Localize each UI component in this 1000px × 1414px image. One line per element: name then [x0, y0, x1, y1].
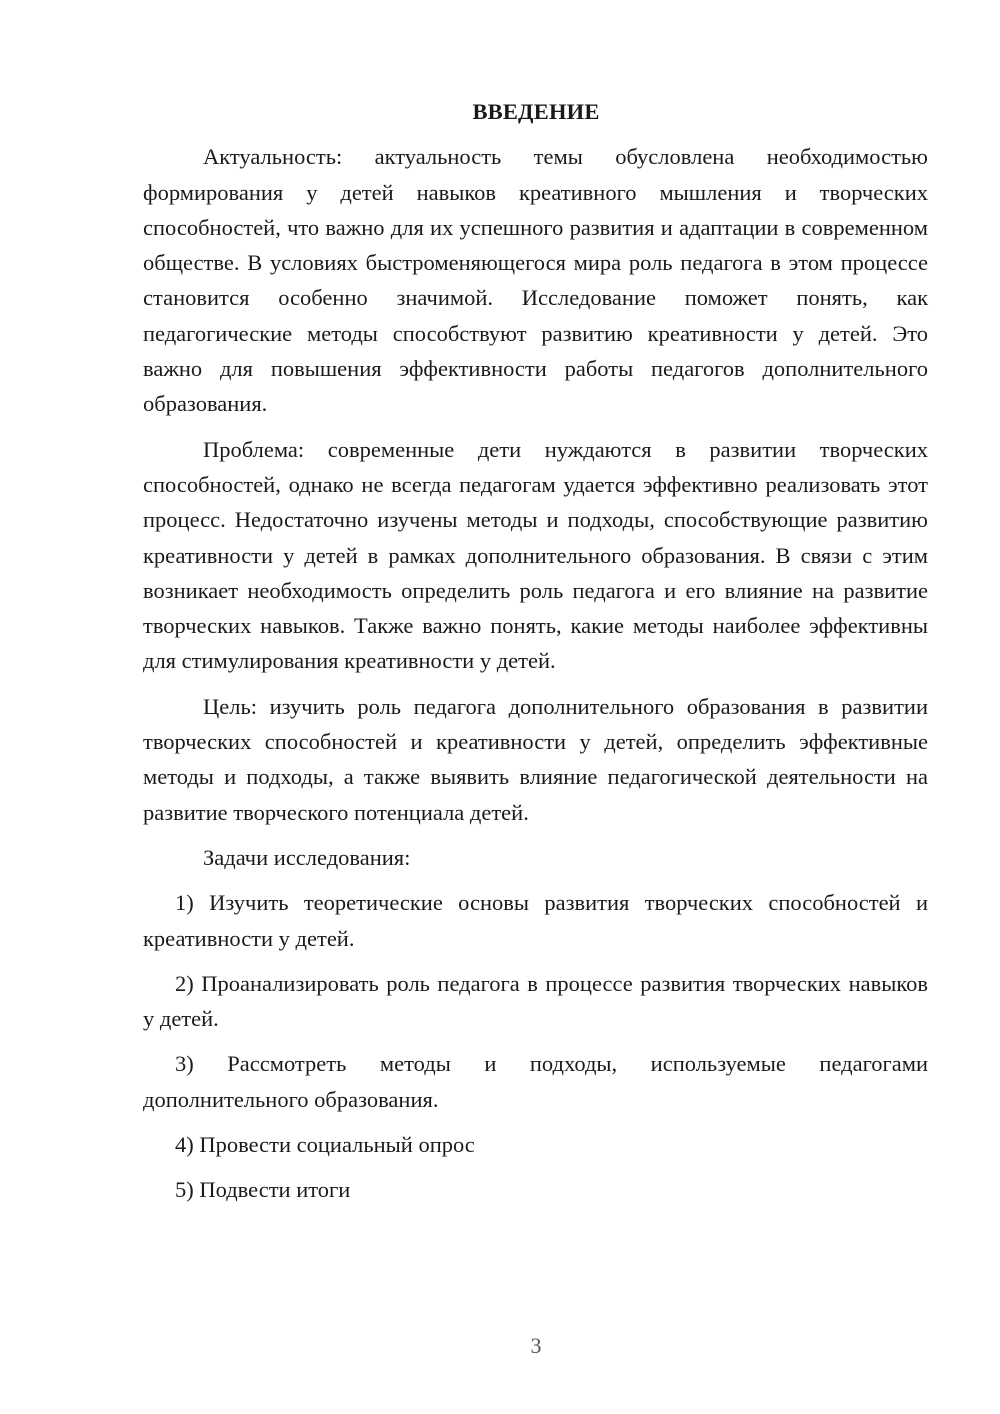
task-item-4: 4) Провести социальный опрос [175, 1132, 475, 1158]
paragraph-tasks-heading: Задачи исследования: [203, 844, 411, 870]
task-item-2: 2) Проанализировать роль педагога в процессе развития творческих навыков у детей. [143, 970, 928, 1032]
page-number: 3 [530, 1333, 542, 1358]
section-title: ВВЕДЕНИЕ [472, 99, 600, 124]
task-item-1: 1) Изучить теоретические основы развития творческих способностей и креативности у детей. [143, 890, 928, 951]
paragraph-problem: Проблема: современные дети нуждаются в развитии творческих способностей, однако не всегда педагогам удается эффективно реализовать этот процесс. Недостаточно изучены методы и подходы, способствующие развитию креативности у детей в рамках дополнительного образования. В связи с этим возникает необходимость определить роль педагога и его влияние на развитие творческих навыков. Также важно понять, какие методы наиболее эффективны для стимулирования креативности у детей. [143, 436, 928, 674]
paragraph-goal: Цель: изучить роль педагога дополнительного образования в развитии творческих способностей и креативности у детей, определить эффективные методы и подходы, а также выявить влияние педагогической деятельности на развитие творческого потенциала детей. [143, 693, 928, 825]
task-item-5: 5) Подвести итоги [175, 1177, 351, 1203]
paragraph-relevance: Актуальность: актуальность темы обусловлена необходимостью формирования у детей навыков креативного мышления и творческих способностей, что важно для их успешного развития и адаптации в современном обществе. В условиях быстроменяющегося мира роль педагога в этом процессе становится особенно значимой. Исследование поможет понять, как педагогические методы способствуют развитию креативности у детей. Это важно для повышения эффективности работы педагогов дополнительного образования. [143, 144, 928, 417]
task-item-3: 3) Рассмотреть методы и подходы, используемые педагогами дополнительного образования. [143, 1051, 928, 1112]
document-body [143, 94, 928, 1218]
